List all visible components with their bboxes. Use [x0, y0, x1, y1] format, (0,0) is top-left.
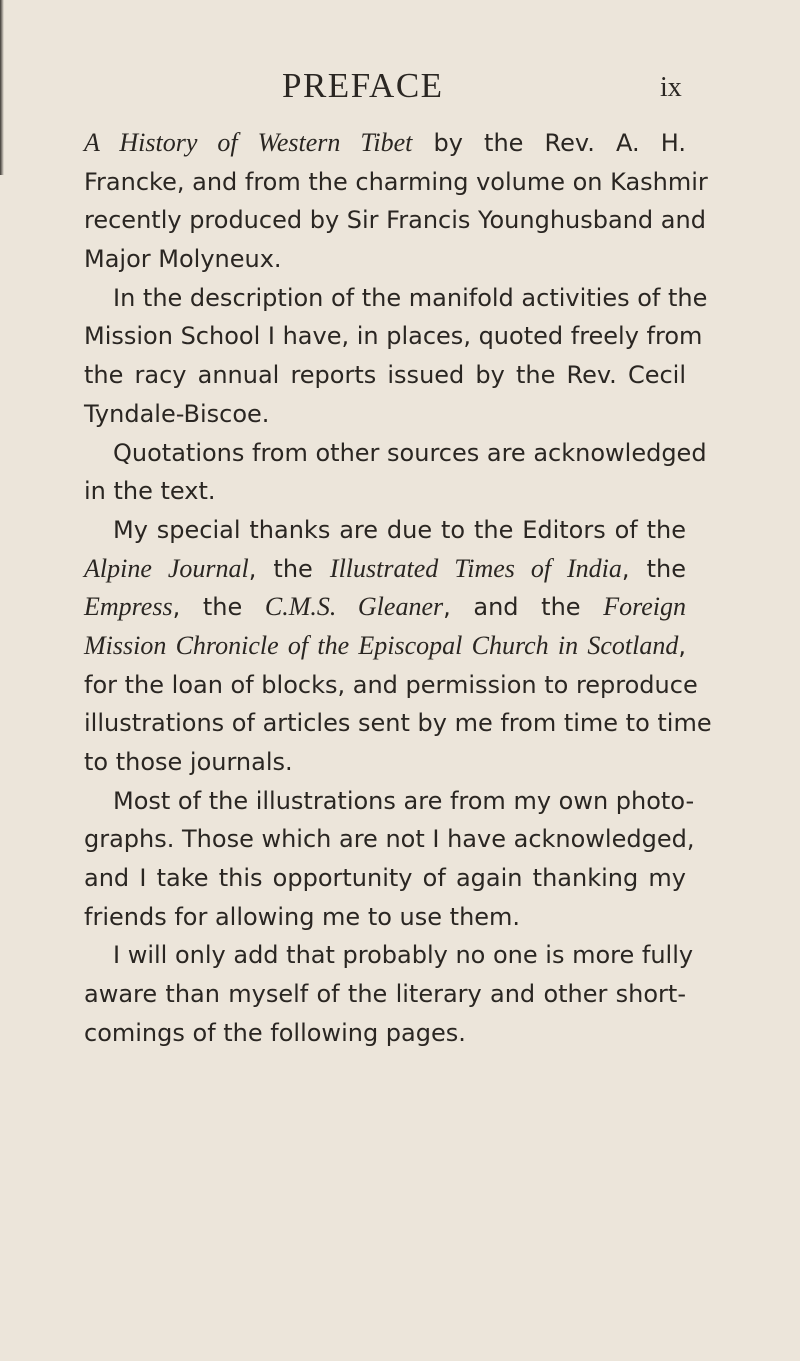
- text-line: [84, 240, 686, 279]
- text-line: [84, 627, 686, 666]
- text-line: [84, 975, 686, 1014]
- text-run: illustrations of articles sent by me from time to time: [84, 709, 712, 738]
- text-line: [84, 279, 708, 318]
- page-number: ix: [660, 72, 682, 103]
- text-line: [84, 1014, 686, 1053]
- text-line: [84, 666, 698, 705]
- text-line: [84, 356, 686, 395]
- text-line: [84, 820, 695, 859]
- text-line: [84, 588, 686, 627]
- text-run: My special thanks are due to the Editors of the: [113, 515, 686, 544]
- text-run: Most of the illustrations are from my own photo-: [113, 786, 695, 815]
- text-run: by the Rev. A. H.: [412, 129, 686, 157]
- text-line: [84, 395, 686, 434]
- text-run: and I take this opportunity of again thanking my: [84, 864, 686, 893]
- text-run: Quotations from other sources are acknowledged: [113, 438, 707, 467]
- text-run: I will only add that probably no one is more fully: [113, 941, 694, 970]
- text-run: for the loan of blocks, and permission to reproduce: [84, 670, 698, 699]
- italic-run: Illustrated Times of India: [329, 553, 622, 583]
- text-run: Francke, and from the charming volume on Kashmir: [84, 167, 708, 196]
- text-run: friends for allowing me to use them.: [84, 902, 521, 931]
- text-line: [84, 704, 712, 743]
- text-line: [84, 511, 686, 550]
- text-line: [84, 317, 703, 356]
- text-run: , the: [172, 593, 265, 622]
- text-run: aware than myself of the literary and other short-: [84, 980, 686, 1009]
- text-line: [84, 201, 706, 240]
- text-run: , and the: [443, 593, 604, 622]
- text-run: to those journals.: [84, 748, 293, 776]
- italic-run: Empress: [84, 592, 173, 622]
- text-run: the racy annual reports issued by the Rev. Cecil: [84, 361, 686, 390]
- text-line: [84, 743, 686, 782]
- text-line: [84, 782, 695, 821]
- italic-run: Alpine Journal: [84, 553, 249, 583]
- text-run: comings of the following pages.: [84, 1018, 466, 1047]
- text-line: [84, 472, 686, 511]
- text-run: recently produced by Sir Francis Younghusband and: [84, 206, 706, 235]
- text-line: [84, 859, 686, 898]
- text-run: , the: [621, 554, 686, 583]
- text-run: , the: [248, 554, 330, 583]
- text-run: Mission School I have, in places, quoted freely from: [84, 322, 703, 351]
- text-line: [84, 936, 694, 975]
- italic-run: Mission Chronicle of the Episcopal Church in Scotland: [84, 630, 679, 660]
- italic-run: C.M.S. Gleaner: [264, 592, 444, 622]
- text-run: Major Molyneux.: [84, 245, 282, 274]
- text-run: graphs. Those which are not I have acknowledged,: [84, 825, 695, 854]
- text-line: [84, 434, 707, 473]
- text-line: [84, 124, 686, 163]
- italic-run: Foreign: [603, 592, 686, 622]
- text-line: [84, 163, 708, 202]
- text-run: in the text.: [84, 477, 216, 506]
- preface-text: [84, 124, 712, 1053]
- running-head: [0, 66, 800, 110]
- text-line: [84, 550, 686, 589]
- italic-run: A History of Western Tibet: [84, 128, 413, 157]
- text-run: ,: [678, 631, 686, 660]
- text-line: [84, 898, 686, 937]
- text-run: In the description of the manifold activities of the: [113, 283, 708, 312]
- running-title: PREFACE: [282, 66, 444, 105]
- text-run: Tyndale-Biscoe.: [84, 399, 270, 428]
